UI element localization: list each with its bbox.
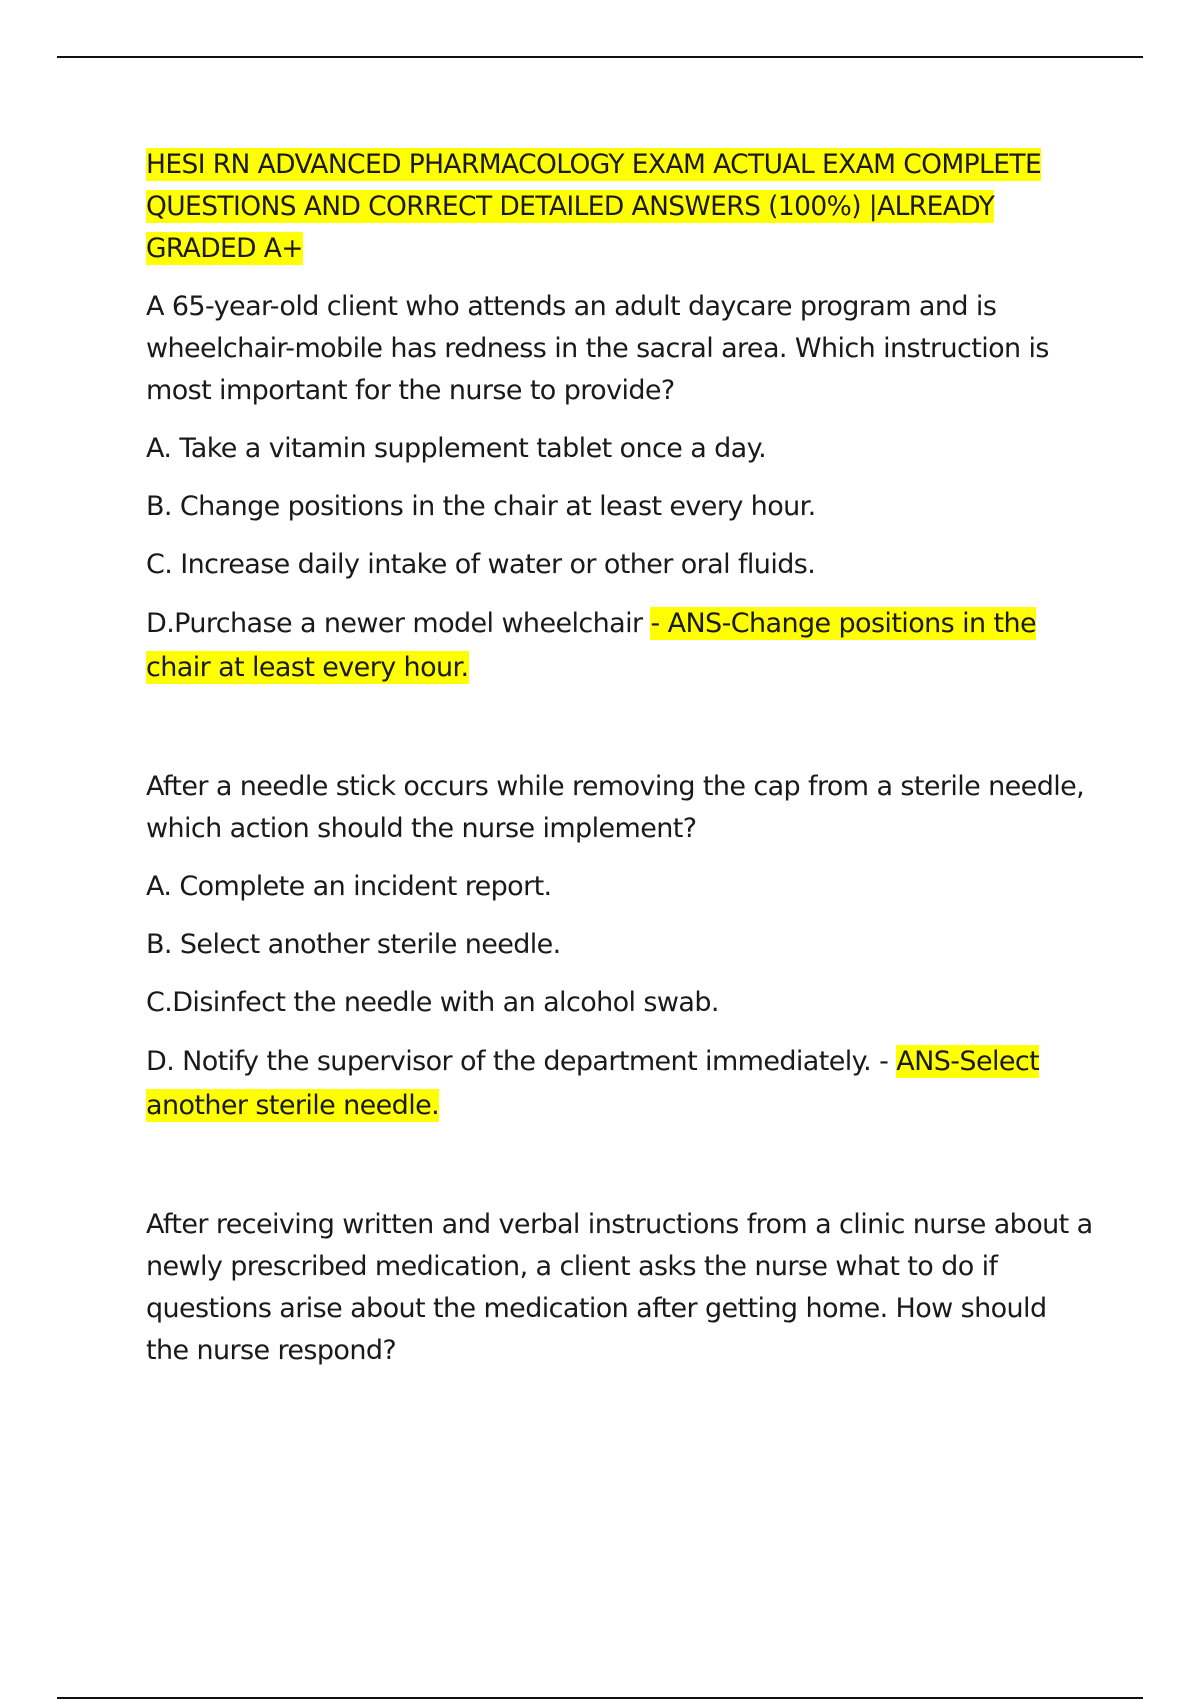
document-title-text: HESI RN ADVANCED PHARMACOLOGY EXAM ACTUAL EXAM COMPLETE QUESTIONS AND CORRECT DETAILED ANSWERS (100%) |ALREADY GRADED A+ [146,149,1042,264]
question-2-answer: ANS-Select another sterile needle. [146,1046,1040,1121]
question-1-text: A 65-year-old client who attends an adult daycare program and is wheelchair-mobile has redness in the sacral area. Which instruction is most important for the nurse to provide? [146,291,1049,406]
top-divider-line [57,56,1143,58]
question-1-option-d: D.Purchase a newer model wheelchair [146,608,643,639]
question-1-answer: - ANS-Change positions in the chair at least every hour. [146,608,1036,683]
document-page [146,144,1096,1448]
question-2 [146,766,1096,1128]
question-2-text: After a needle stick occurs while removing the cap from a sterile needle, which action should the nurse implement? [146,771,1085,844]
question-3-text: After receiving written and verbal instructions from a clinic nurse about a newly prescribed medication, a client asks the nurse what to do if questions arise about the medication after getting home. How should the nurse respond? [146,1209,1093,1366]
question-1-option-c: C. Increase daily intake of water or other oral fluids. [146,549,816,580]
question-1-option-d-with-answer [146,602,1096,690]
question-1-option-b: B. Change positions in the chair at least every hour. [146,491,816,522]
question-3 [146,1204,1096,1372]
question-2-option-d: D. Notify the supervisor of the department immediately. - [146,1046,889,1077]
question-2-option-b: B. Select another sterile needle. [146,929,561,960]
question-1 [146,286,1096,690]
question-2-option-d-with-answer [146,1040,1096,1128]
question-2-option-a: A. Complete an incident report. [146,871,552,902]
bottom-divider-line [57,1697,1143,1699]
document-title [146,144,1096,270]
question-2-option-c: C.Disinfect the needle with an alcohol swab. [146,987,719,1018]
question-1-option-a: A. Take a vitamin supplement tablet once a day. [146,433,767,464]
